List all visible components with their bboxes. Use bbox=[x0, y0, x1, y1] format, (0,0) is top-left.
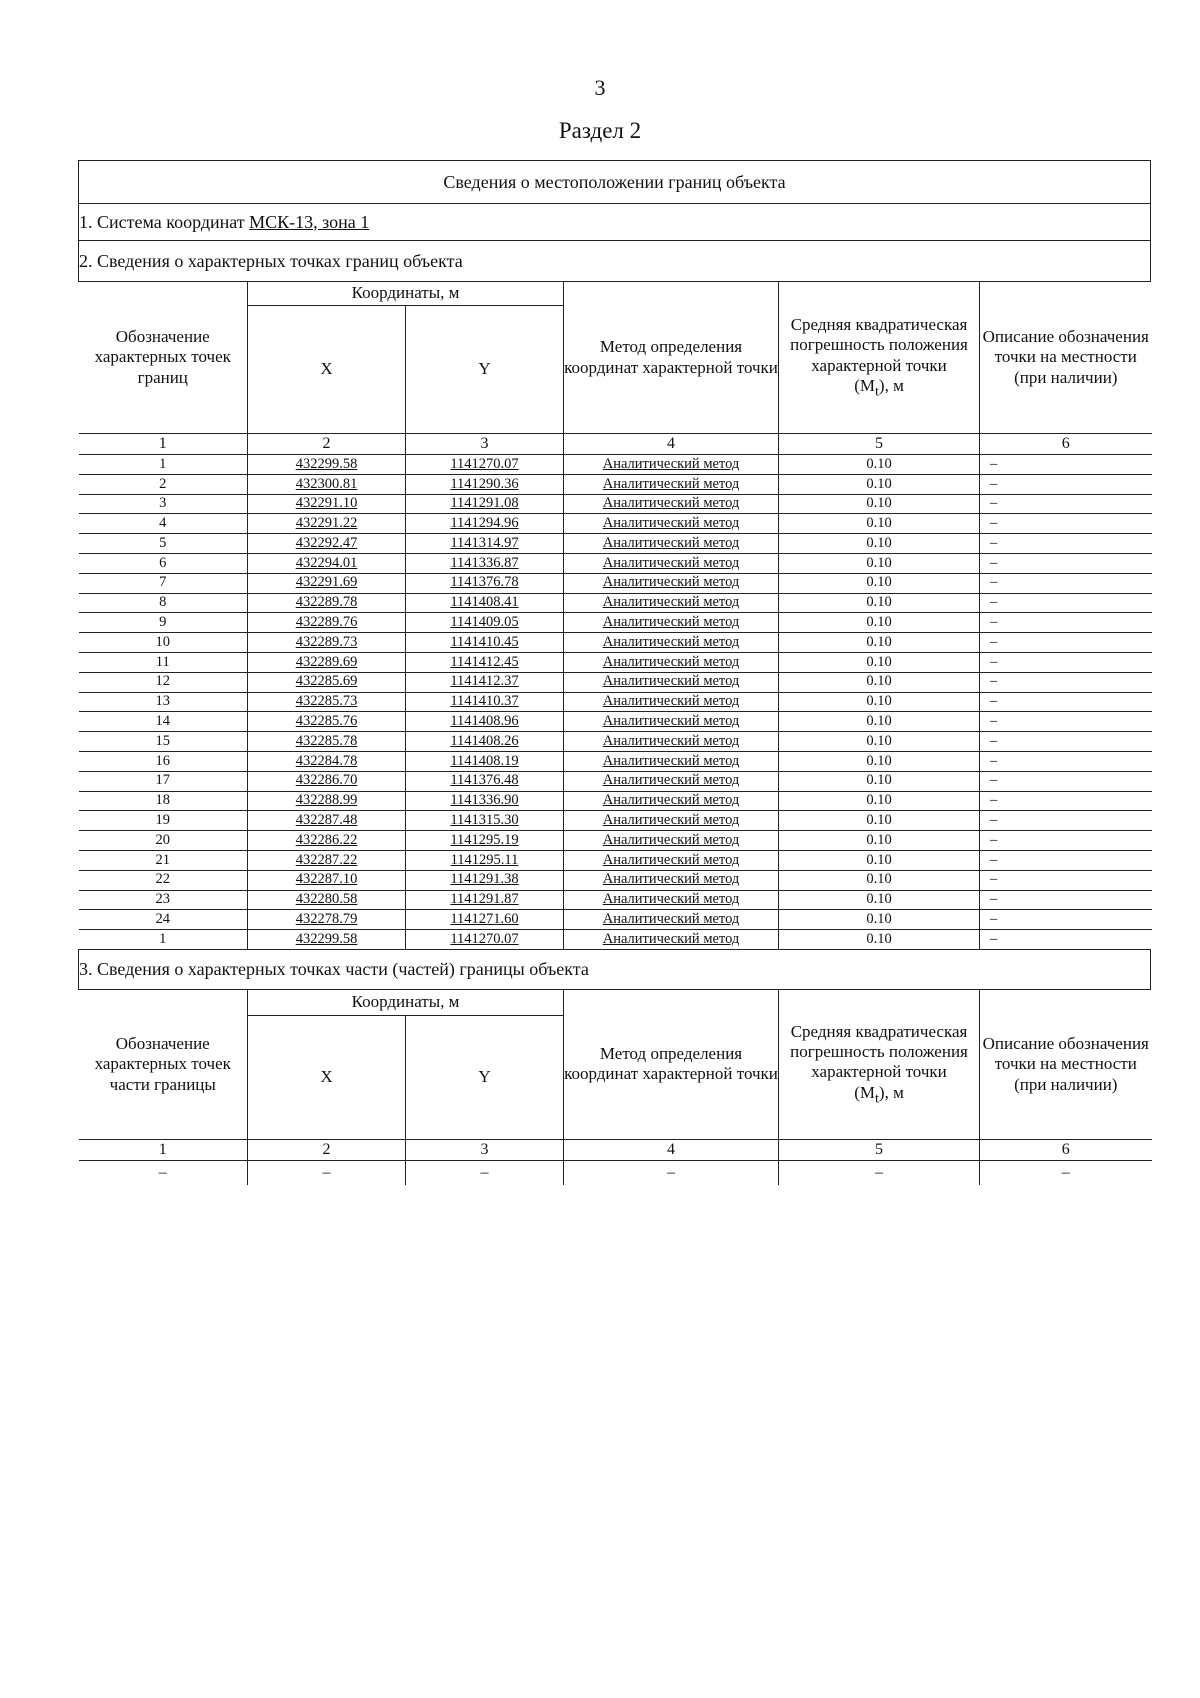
mean-square-error: 0.10 bbox=[779, 930, 980, 949]
coordinate-y: 1141291.38 bbox=[406, 870, 564, 890]
point-designation: 9 bbox=[79, 613, 248, 633]
table-row bbox=[79, 455, 1152, 475]
column-numbers-row bbox=[79, 1139, 1152, 1160]
coordinate-x: 432285.73 bbox=[248, 692, 406, 712]
mean-square-error: 0.10 bbox=[779, 791, 980, 811]
coordinate-x: 432285.78 bbox=[248, 732, 406, 752]
table-row bbox=[79, 751, 1152, 771]
coordinate-x: 432294.01 bbox=[248, 553, 406, 573]
mean-square-error: 0.10 bbox=[779, 712, 980, 732]
header-description: Описание обозначения точки на местности (при наличии) bbox=[980, 282, 1152, 434]
coordinate-y: 1141412.45 bbox=[406, 652, 564, 672]
mean-square-error: 0.10 bbox=[779, 494, 980, 514]
coordinate-x: 432299.58 bbox=[248, 930, 406, 949]
mean-square-error: 0.10 bbox=[779, 613, 980, 633]
coordinate-y: 1141408.96 bbox=[406, 712, 564, 732]
table-row bbox=[79, 791, 1152, 811]
point-designation: 4 bbox=[79, 514, 248, 534]
point-description: – bbox=[980, 831, 1152, 851]
point-designation: 10 bbox=[79, 633, 248, 653]
mean-square-error: 0.10 bbox=[779, 732, 980, 752]
column-number: 5 bbox=[779, 434, 980, 455]
table-row bbox=[79, 494, 1152, 514]
header-error-main: Средняя квадратическая погрешность положения характерной точки bbox=[790, 314, 968, 375]
page-number: 3 bbox=[594, 75, 606, 100]
boundary-points-table bbox=[79, 282, 1152, 949]
header-error bbox=[779, 282, 980, 434]
point-designation: 14 bbox=[79, 712, 248, 732]
coordinate-x: 432289.73 bbox=[248, 633, 406, 653]
mean-square-error: 0.10 bbox=[779, 692, 980, 712]
coordinate-y: – bbox=[406, 1160, 564, 1185]
determination-method: Аналитический метод bbox=[564, 831, 779, 851]
point-description: – bbox=[980, 791, 1152, 811]
table-row bbox=[79, 712, 1152, 732]
section2-table-cell bbox=[79, 282, 1151, 950]
coordinate-y: 1141410.45 bbox=[406, 633, 564, 653]
point-designation: 24 bbox=[79, 910, 248, 930]
column-number: 5 bbox=[779, 1139, 980, 1160]
determination-method: Аналитический метод bbox=[564, 811, 779, 831]
point-designation: 12 bbox=[79, 672, 248, 692]
point-description: – bbox=[980, 593, 1152, 613]
coordinate-x: 432300.81 bbox=[248, 474, 406, 494]
determination-method: Аналитический метод bbox=[564, 672, 779, 692]
point-description: – bbox=[980, 930, 1152, 949]
determination-method: Аналитический метод bbox=[564, 692, 779, 712]
header-coordinates: Координаты, м bbox=[248, 282, 564, 306]
table-row bbox=[79, 534, 1152, 554]
coordinate-y: 1141376.48 bbox=[406, 771, 564, 791]
point-description: – bbox=[980, 732, 1152, 752]
coordinate-y: 1141408.19 bbox=[406, 751, 564, 771]
mean-square-error: 0.10 bbox=[779, 672, 980, 692]
table-row bbox=[79, 672, 1152, 692]
determination-method: Аналитический метод bbox=[564, 791, 779, 811]
point-description: – bbox=[980, 652, 1152, 672]
mean-square-error: 0.10 bbox=[779, 633, 980, 653]
mean-square-error: 0.10 bbox=[779, 573, 980, 593]
table-row bbox=[79, 514, 1152, 534]
mean-square-error: 0.10 bbox=[779, 831, 980, 851]
coordinate-x: 432291.69 bbox=[248, 573, 406, 593]
table-row bbox=[79, 633, 1152, 653]
determination-method: Аналитический метод bbox=[564, 771, 779, 791]
section-title: Раздел 2 bbox=[558, 118, 642, 143]
point-description: – bbox=[980, 771, 1152, 791]
section3-title: 3. Сведения о характерных точках части (частей) границы объекта bbox=[79, 949, 1151, 989]
determination-method: Аналитический метод bbox=[564, 890, 779, 910]
coordinate-y: 1141412.37 bbox=[406, 672, 564, 692]
point-designation: 23 bbox=[79, 890, 248, 910]
point-description: – bbox=[980, 692, 1152, 712]
point-description: – bbox=[980, 474, 1152, 494]
coordinate-y: 1141291.87 bbox=[406, 890, 564, 910]
header-coordinates: Координаты, м bbox=[248, 990, 564, 1016]
column-number: 6 bbox=[980, 1139, 1152, 1160]
table-row bbox=[79, 811, 1152, 831]
header-error-main: Средняя квадратическая погрешность положения характерной точки bbox=[790, 1021, 968, 1082]
determination-method: Аналитический метод bbox=[564, 652, 779, 672]
table-row bbox=[79, 850, 1152, 870]
mean-square-error: 0.10 bbox=[779, 514, 980, 534]
mean-square-error: 0.10 bbox=[779, 455, 980, 475]
coordinate-system-label: 1. Система координат bbox=[79, 211, 245, 232]
mean-square-error: – bbox=[779, 1160, 980, 1185]
point-description: – bbox=[980, 1160, 1152, 1185]
point-designation: 18 bbox=[79, 791, 248, 811]
header-error bbox=[779, 990, 980, 1140]
point-description: – bbox=[980, 534, 1152, 554]
mean-square-error: 0.10 bbox=[779, 850, 980, 870]
table-row bbox=[79, 573, 1152, 593]
point-designation: 1 bbox=[79, 455, 248, 475]
point-designation: 8 bbox=[79, 593, 248, 613]
determination-method: Аналитический метод bbox=[564, 534, 779, 554]
point-designation: 19 bbox=[79, 811, 248, 831]
table-row bbox=[79, 930, 1152, 949]
table-row bbox=[79, 692, 1152, 712]
header-designation: Обозначение характерных точек границ bbox=[79, 282, 248, 434]
column-numbers-row bbox=[79, 434, 1152, 455]
determination-method: Аналитический метод bbox=[564, 553, 779, 573]
determination-method: Аналитический метод bbox=[564, 514, 779, 534]
coordinate-x: 432288.99 bbox=[248, 791, 406, 811]
coordinate-y: 1141408.26 bbox=[406, 732, 564, 752]
header-y: Y bbox=[406, 1015, 564, 1139]
coordinate-x: 432289.76 bbox=[248, 613, 406, 633]
determination-method: Аналитический метод bbox=[564, 474, 779, 494]
mean-square-error: 0.10 bbox=[779, 534, 980, 554]
mean-square-error: 0.10 bbox=[779, 593, 980, 613]
point-designation: – bbox=[79, 1160, 248, 1185]
determination-method: Аналитический метод bbox=[564, 494, 779, 514]
header-x: X bbox=[248, 306, 406, 434]
table-row bbox=[79, 474, 1152, 494]
determination-method: Аналитический метод bbox=[564, 930, 779, 949]
coordinate-x: 432291.10 bbox=[248, 494, 406, 514]
header-error-end: ), м bbox=[878, 375, 904, 395]
header-error-sub: t bbox=[874, 1090, 879, 1107]
mean-square-error: 0.10 bbox=[779, 474, 980, 494]
header-error-sub: t bbox=[874, 383, 879, 400]
point-description: – bbox=[980, 553, 1152, 573]
table-row bbox=[79, 553, 1152, 573]
mean-square-error: 0.10 bbox=[779, 811, 980, 831]
point-description: – bbox=[980, 573, 1152, 593]
determination-method: Аналитический метод bbox=[564, 633, 779, 653]
point-designation: 21 bbox=[79, 850, 248, 870]
section2-title: 2. Сведения о характерных точках границ объекта bbox=[79, 241, 1151, 282]
coordinate-y: 1141376.78 bbox=[406, 573, 564, 593]
mean-square-error: 0.10 bbox=[779, 910, 980, 930]
point-designation: 3 bbox=[79, 494, 248, 514]
coordinate-x: 432286.70 bbox=[248, 771, 406, 791]
mean-square-error: 0.10 bbox=[779, 751, 980, 771]
header-method: Метод определения координат характерной точки bbox=[564, 990, 779, 1140]
header-error-unit: (M bbox=[854, 375, 875, 395]
coordinate-x: 432286.22 bbox=[248, 831, 406, 851]
column-number: 2 bbox=[248, 434, 406, 455]
coordinate-x: 432280.58 bbox=[248, 890, 406, 910]
point-designation: 2 bbox=[79, 474, 248, 494]
coordinate-y: 1141290.36 bbox=[406, 474, 564, 494]
coordinate-y: 1141410.37 bbox=[406, 692, 564, 712]
point-designation: 7 bbox=[79, 573, 248, 593]
point-description: – bbox=[980, 870, 1152, 890]
point-designation: 16 bbox=[79, 751, 248, 771]
mean-square-error: 0.10 bbox=[779, 771, 980, 791]
point-designation: 20 bbox=[79, 831, 248, 851]
coordinate-y: 1141408.41 bbox=[406, 593, 564, 613]
coordinate-x: 432292.47 bbox=[248, 534, 406, 554]
coordinate-x: 432284.78 bbox=[248, 751, 406, 771]
header-description: Описание обозначения точки на местности (при наличии) bbox=[980, 990, 1152, 1140]
coordinate-x: 432289.78 bbox=[248, 593, 406, 613]
table-row bbox=[79, 771, 1152, 791]
point-description: – bbox=[980, 811, 1152, 831]
coordinate-x: 432299.58 bbox=[248, 455, 406, 475]
coordinate-x: 432285.76 bbox=[248, 712, 406, 732]
mean-square-error: 0.10 bbox=[779, 553, 980, 573]
coordinate-x: – bbox=[248, 1160, 406, 1185]
coordinate-system bbox=[79, 204, 1151, 241]
mean-square-error: 0.10 bbox=[779, 652, 980, 672]
boundary-form bbox=[78, 160, 1151, 1185]
table-row bbox=[79, 890, 1152, 910]
point-designation: 11 bbox=[79, 652, 248, 672]
determination-method: Аналитический метод bbox=[564, 712, 779, 732]
table-row bbox=[79, 910, 1152, 930]
point-designation: 17 bbox=[79, 771, 248, 791]
part-boundary-points-table bbox=[79, 990, 1152, 1185]
point-designation: 1 bbox=[79, 930, 248, 949]
coordinate-x: 432287.22 bbox=[248, 850, 406, 870]
determination-method: Аналитический метод bbox=[564, 910, 779, 930]
coordinate-y: 1141295.19 bbox=[406, 831, 564, 851]
coordinate-x: 432287.10 bbox=[248, 870, 406, 890]
point-description: – bbox=[980, 633, 1152, 653]
coordinate-y: 1141314.97 bbox=[406, 534, 564, 554]
determination-method: Аналитический метод bbox=[564, 732, 779, 752]
coordinate-y: 1141336.87 bbox=[406, 553, 564, 573]
table-row bbox=[79, 1160, 1152, 1185]
coordinate-x: 432278.79 bbox=[248, 910, 406, 930]
coordinate-x: 432291.22 bbox=[248, 514, 406, 534]
point-designation: 5 bbox=[79, 534, 248, 554]
coordinate-y: 1141315.30 bbox=[406, 811, 564, 831]
point-description: – bbox=[980, 850, 1152, 870]
point-designation: 13 bbox=[79, 692, 248, 712]
column-number: 3 bbox=[406, 434, 564, 455]
determination-method: Аналитический метод bbox=[564, 593, 779, 613]
table-row bbox=[79, 732, 1152, 752]
determination-method: Аналитический метод bbox=[564, 613, 779, 633]
column-number: 3 bbox=[406, 1139, 564, 1160]
determination-method: Аналитический метод bbox=[564, 870, 779, 890]
point-description: – bbox=[980, 712, 1152, 732]
coordinate-x: 432289.69 bbox=[248, 652, 406, 672]
coordinate-y: 1141270.07 bbox=[406, 930, 564, 949]
header-error-end: ), м bbox=[878, 1082, 904, 1102]
column-number: 2 bbox=[248, 1139, 406, 1160]
mean-square-error: 0.10 bbox=[779, 890, 980, 910]
coordinate-y: 1141409.05 bbox=[406, 613, 564, 633]
column-number: 4 bbox=[564, 1139, 779, 1160]
header-designation: Обозначение характерных точек части границы bbox=[79, 990, 248, 1140]
column-number: 1 bbox=[79, 1139, 248, 1160]
coordinate-y: 1141270.07 bbox=[406, 455, 564, 475]
coordinate-y: 1141271.60 bbox=[406, 910, 564, 930]
point-designation: 22 bbox=[79, 870, 248, 890]
point-description: – bbox=[980, 672, 1152, 692]
point-description: – bbox=[980, 455, 1152, 475]
point-description: – bbox=[980, 494, 1152, 514]
column-number: 4 bbox=[564, 434, 779, 455]
point-description: – bbox=[980, 890, 1152, 910]
table-row bbox=[79, 831, 1152, 851]
determination-method: – bbox=[564, 1160, 779, 1185]
column-number: 6 bbox=[980, 434, 1152, 455]
header-error-unit: (M bbox=[854, 1082, 875, 1102]
coordinate-y: 1141295.11 bbox=[406, 850, 564, 870]
column-number: 1 bbox=[79, 434, 248, 455]
point-description: – bbox=[980, 613, 1152, 633]
point-designation: 6 bbox=[79, 553, 248, 573]
coordinate-y: 1141291.08 bbox=[406, 494, 564, 514]
coordinate-y: 1141294.96 bbox=[406, 514, 564, 534]
coordinate-x: 432285.69 bbox=[248, 672, 406, 692]
determination-method: Аналитический метод bbox=[564, 850, 779, 870]
determination-method: Аналитический метод bbox=[564, 751, 779, 771]
point-designation: 15 bbox=[79, 732, 248, 752]
coordinate-x: 432287.48 bbox=[248, 811, 406, 831]
point-description: – bbox=[980, 514, 1152, 534]
form-title: Сведения о местоположении границ объекта bbox=[79, 161, 1151, 204]
point-description: – bbox=[980, 910, 1152, 930]
point-description: – bbox=[980, 751, 1152, 771]
determination-method: Аналитический метод bbox=[564, 455, 779, 475]
header-y: Y bbox=[406, 306, 564, 434]
determination-method: Аналитический метод bbox=[564, 573, 779, 593]
mean-square-error: 0.10 bbox=[779, 870, 980, 890]
section3-table-cell bbox=[79, 989, 1151, 1185]
coordinate-y: 1141336.90 bbox=[406, 791, 564, 811]
table-row bbox=[79, 613, 1152, 633]
table-row bbox=[79, 870, 1152, 890]
header-x: X bbox=[248, 1015, 406, 1139]
table-row bbox=[79, 652, 1152, 672]
coordinate-system-value: МСК-13, зона 1 bbox=[249, 211, 370, 232]
header-method: Метод определения координат характерной точки bbox=[564, 282, 779, 434]
table-row bbox=[79, 593, 1152, 613]
